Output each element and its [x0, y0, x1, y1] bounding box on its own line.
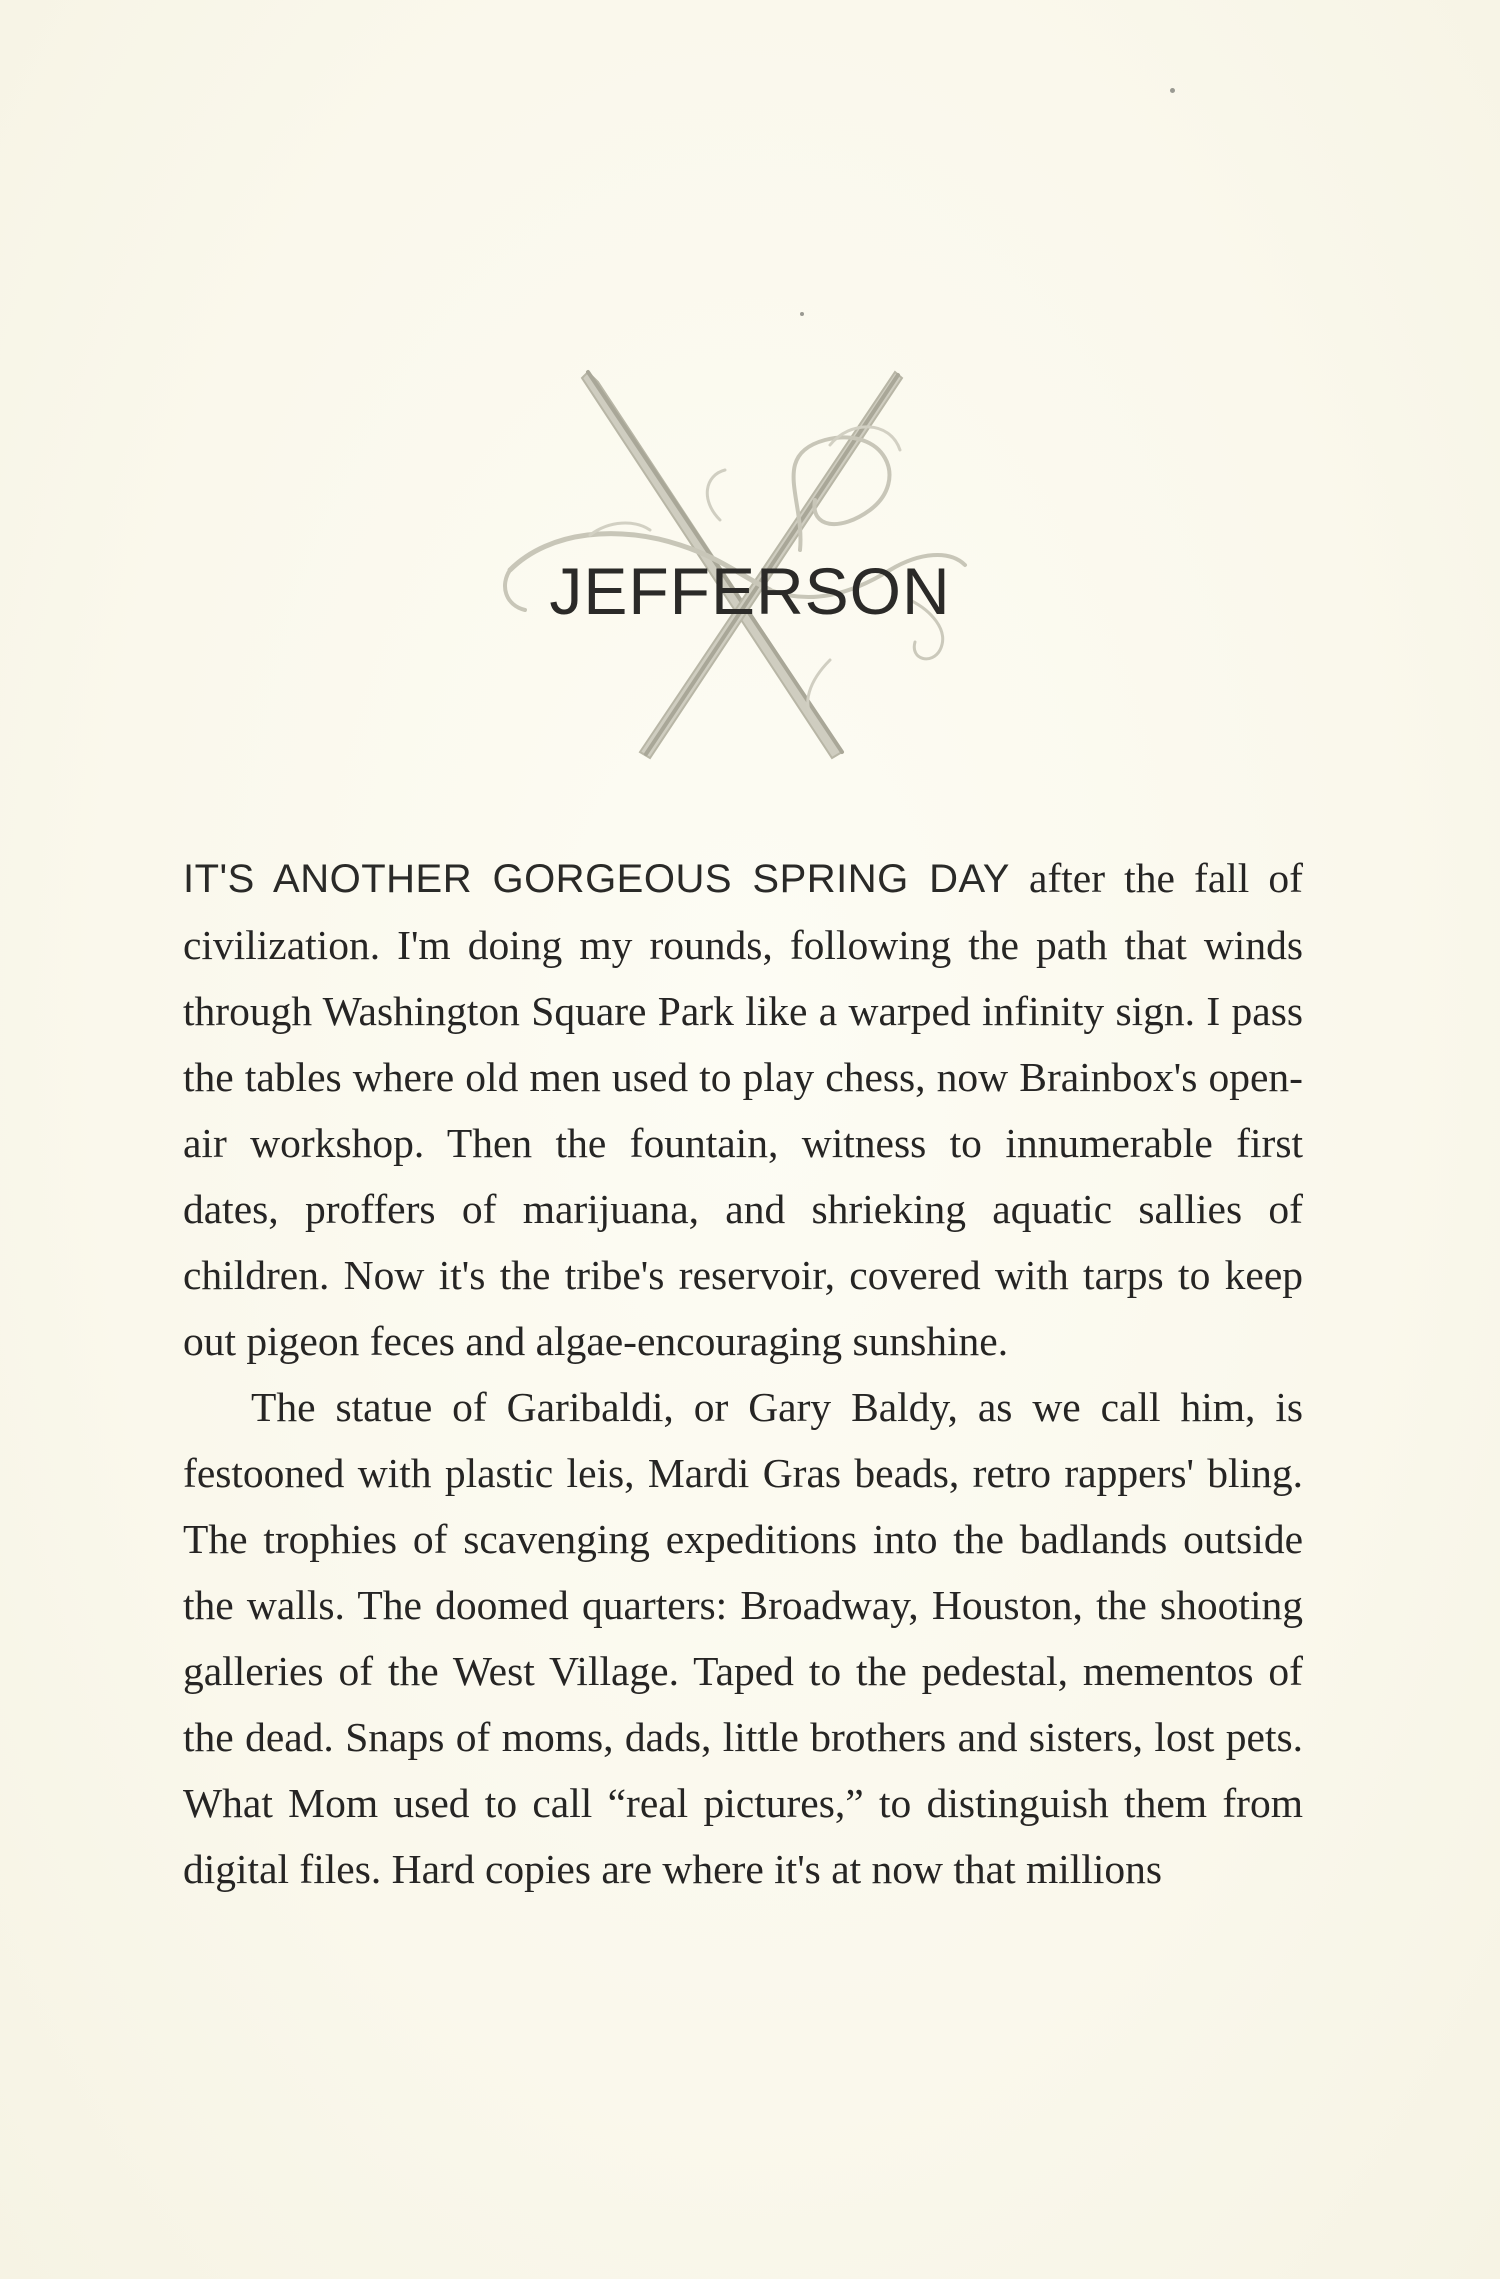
paper-speck	[800, 312, 804, 316]
paragraph-1	[183, 845, 1303, 1374]
paper-speck	[1170, 88, 1175, 93]
paragraph-2: The statue of Garibaldi, or Gary Baldy, as we call him, is festooned with plastic leis, Mardi Gras beads, retro rappers' bling. The trophies of scavenging expeditions into the badlands outside the walls. The doomed quarters: Broadway, Houston, the shooting galleries of the West Village. Taped to the pedestal, mementos of the dead. Snaps of moms, dads, little brothers and sisters, lost pets. What Mom used to call “real pictures,” to distinguish them from digital files. Hard copies are where it's at now that millions	[183, 1384, 1303, 1892]
lead-in-caps: IT'S ANOTHER GORGEOUS SPRING DAY	[183, 857, 1010, 901]
body-text	[183, 845, 1303, 1902]
chapter-title: JEFFERSON	[549, 554, 951, 628]
paragraph-1-text: after the fall of civilization. I'm doing my rounds, following the path that winds through Washington Square Park like a warped infinity sign. I pass the tables where old men used to play chess, now Brainbox's open-air workshop. Then the fountain, witness to innumerable first dates, proffers of marijuana, and shrieking aquatic sallies of children. Now it's the tribe's reservoir, covered with tarps to keep out pigeon feces and algae-encouraging sunshine.	[183, 855, 1303, 1364]
